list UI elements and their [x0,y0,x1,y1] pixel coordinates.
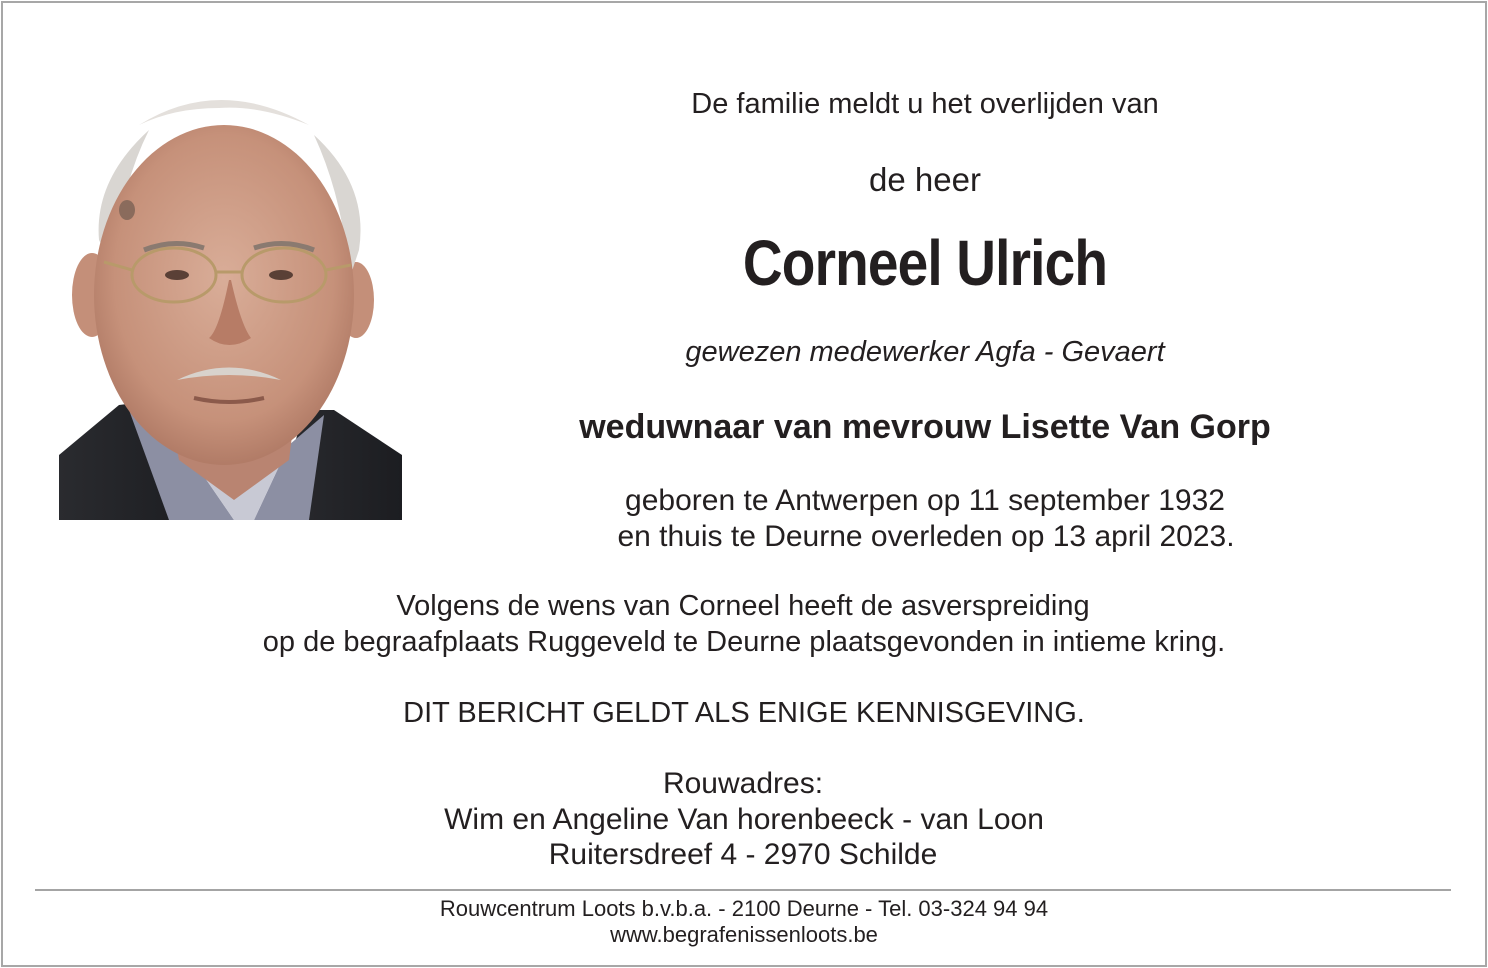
address-names: Wim en Angeline Van horenbeeck - van Loon [444,803,1044,836]
funeral-home-info: Rouwcentrum Loots b.v.b.a. - 2100 Deurne - Tel. 03-324 94 94 [439,896,1049,921]
intro-text: De familie meldt u het overlijden van [691,88,1159,120]
portrait-photo [59,80,402,520]
spouse-text: weduwnaar van mevrouw Lisette Van Gorp [579,408,1271,446]
funeral-home-website: www.begrafenissenloots.be [610,922,878,947]
occupation-text: gewezen medewerker Agfa - Gevaert [685,336,1165,368]
footer-divider [35,889,1451,891]
birth-text: geboren te Antwerpen op 11 september 1932 [625,484,1225,517]
wish-line-1: Volgens de wens van Corneel heeft de asverspreiding [396,590,1090,622]
death-text: en thuis te Deurne overleden op 13 april 2023. [617,520,1235,553]
address-street: Ruitersdreef 4 - 2970 Schilde [548,838,938,871]
deceased-name: Corneel Ulrich [742,227,1108,299]
notice-text: DIT BERICHT GELDT ALS ENIGE KENNISGEVING. [403,697,1085,729]
honorific-title: de heer [869,161,981,198]
wish-line-2: op de begraafplaats Ruggeveld te Deurne plaatsgevonden in intieme kring. [262,626,1226,658]
address-label: Rouwadres: [662,767,824,800]
